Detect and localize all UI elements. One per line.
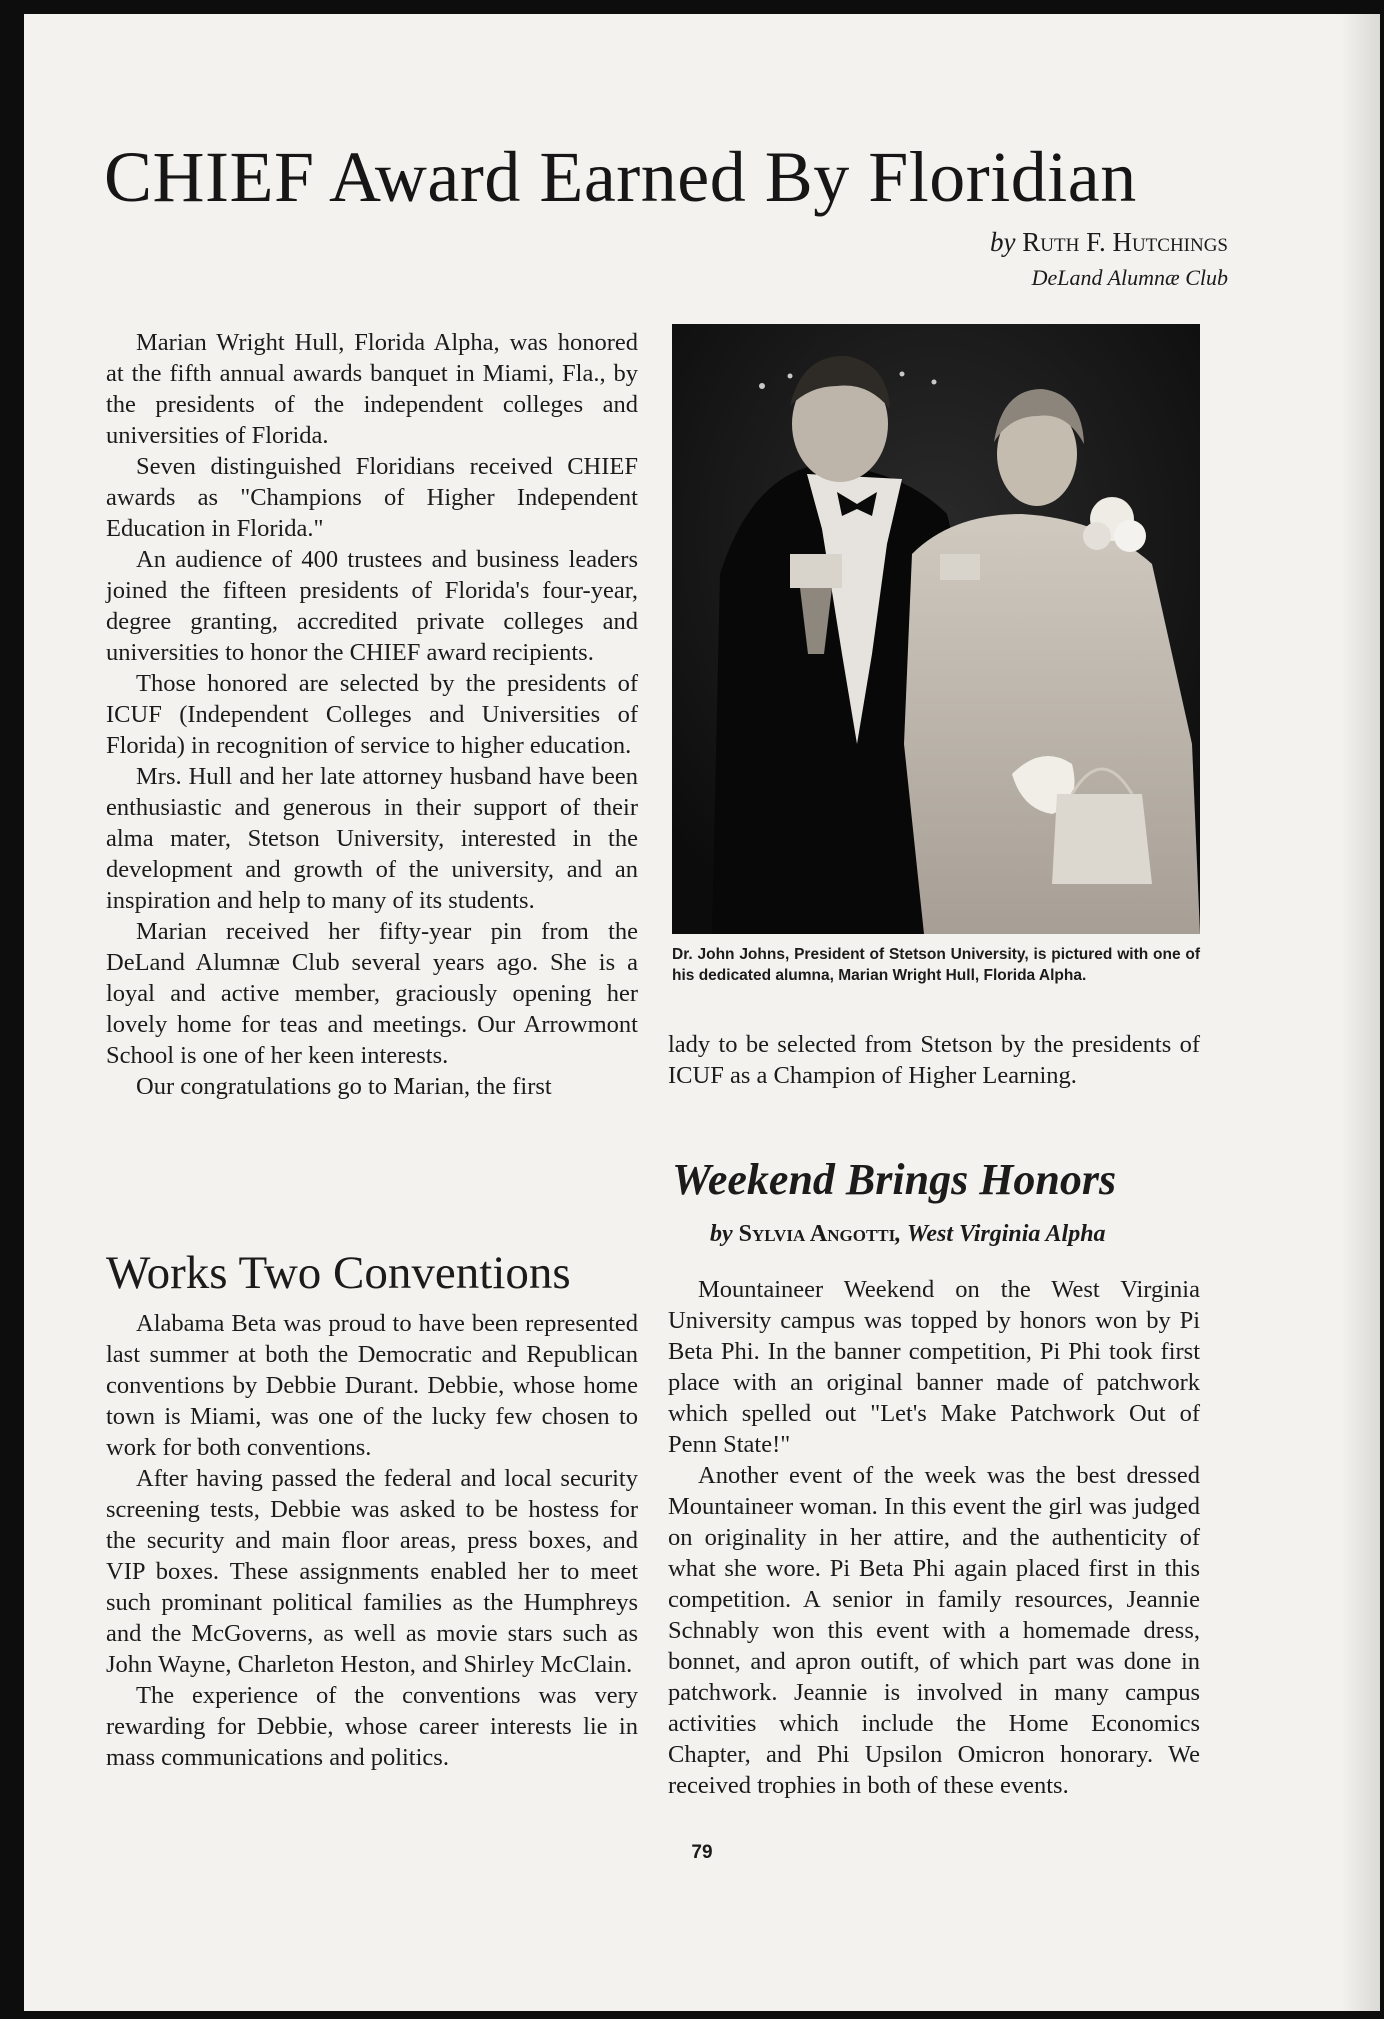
byline-by: by — [990, 227, 1016, 257]
page-number: 79 — [691, 1842, 713, 1863]
byline-author: Ruth F. Hutchings — [1022, 227, 1228, 257]
paragraph: Marian received her fifty-year pin from the DeLand Alumnæ Club several years ago. She is a loyal and active member, graciously opening her lovely home for teas and meetings. Our Arrowmont School is one of her keen interests. — [106, 918, 638, 1069]
article1-continuation — [668, 1029, 1200, 1091]
article3-body — [668, 1274, 1200, 1801]
paragraph: The experience of the conventions was very rewarding for Debbie, whose career interests lie in mass communications and politics. — [106, 1682, 638, 1771]
byline-chapter: , West Virginia Alpha — [895, 1221, 1106, 1247]
byline-author: Sylvia Angotti — [738, 1221, 896, 1247]
page-edge-shadow — [1340, 14, 1380, 2011]
byline-by: by — [710, 1221, 733, 1247]
paragraph: Those honored are selected by the presidents of ICUF (Independent Colleges and Universities of Florida) in recognition of service to higher education. — [106, 670, 638, 759]
article-title-works-two-conventions: Works Two Conventions — [106, 1247, 571, 1299]
paragraph: Marian Wright Hull, Florida Alpha, was honored at the fifth annual awards banquet in Miami, Fla., by the presidents of the independent colleges and universities of Florida. — [106, 329, 638, 449]
article3-byline — [710, 1221, 1106, 1248]
paragraph: Seven distinguished Floridians received CHIEF awards as "Champions of Higher Independent Education in Florida." — [106, 453, 638, 542]
photo-johns-and-hull — [672, 324, 1200, 934]
photo-caption: Dr. John Johns, President of Stetson University, is pictured with one of his dedicated alumna, Marian Wright Hull, Florida Alpha. — [672, 946, 1200, 984]
paragraph: Our congratulations go to Marian, the first — [136, 1073, 552, 1100]
article-byline — [990, 224, 1228, 296]
article-title-weekend-brings-honors: Weekend Brings Honors — [672, 1155, 1117, 1204]
paragraph: An audience of 400 trustees and business leaders joined the fifteen presidents of Florida's four-year, degree granting, accredited private colleges and universities to honor the CHIEF award recipients. — [106, 546, 638, 666]
paragraph: Another event of the week was the best dressed Mountaineer woman. In this event the girl was judged on originality in her attire, and the authenticity of what she wore. Pi Beta Phi again placed first in this competition. A senior in family resources, Jeannie Schnably won this event with a homemade dress, bonnet, and apron outift, of which part was done in patchwork. Jeannie is involved in many campus activities which include the Home Economics Chapter, and Phi Upsilon Omicron honorary. We received trophies in both of these events. — [668, 1462, 1200, 1799]
photo-illustration — [672, 324, 1200, 934]
paragraph: Mountaineer Weekend on the West Virginia University campus was topped by honors won by Pi Beta Phi. In the banner competition, Pi Phi took first place with an original banner made of patchwork which spelled out "Let's Make Patchwork Out of Penn State!" — [668, 1276, 1200, 1458]
paragraph: Alabama Beta was proud to have been represented last summer at both the Democratic and Republican conventions by Debbie Durant. Debbie, whose home town is Miami, was one of the lucky few chosen to work for both conventions. — [106, 1310, 638, 1461]
byline-club: DeLand Alumnæ Club — [1031, 265, 1228, 290]
article-title-chief-award: CHIEF Award Earned By Floridian — [104, 137, 1137, 217]
article2-body — [106, 1308, 638, 1773]
paragraph: After having passed the federal and local security screening tests, Debbie was asked to be hostess for the security and main floor areas, press boxes, and VIP boxes. These assignments enabled her to meet such prominant political families as the Humphreys and the McGoverns, as well as movie stars such as John Wayne, Charleton Heston, and Shirley McClain. — [106, 1465, 638, 1678]
paragraph: lady to be selected from Stetson by the presidents of ICUF as a Champion of Higher Learning. — [668, 1031, 1200, 1089]
magazine-page — [24, 14, 1380, 2011]
paragraph: Mrs. Hull and her late attorney husband have been enthusiastic and generous in their support of their alma mater, Stetson University, interested in the development and growth of the university, and an inspiration and help to many of its students. — [106, 763, 638, 914]
article1-body — [106, 327, 638, 1102]
